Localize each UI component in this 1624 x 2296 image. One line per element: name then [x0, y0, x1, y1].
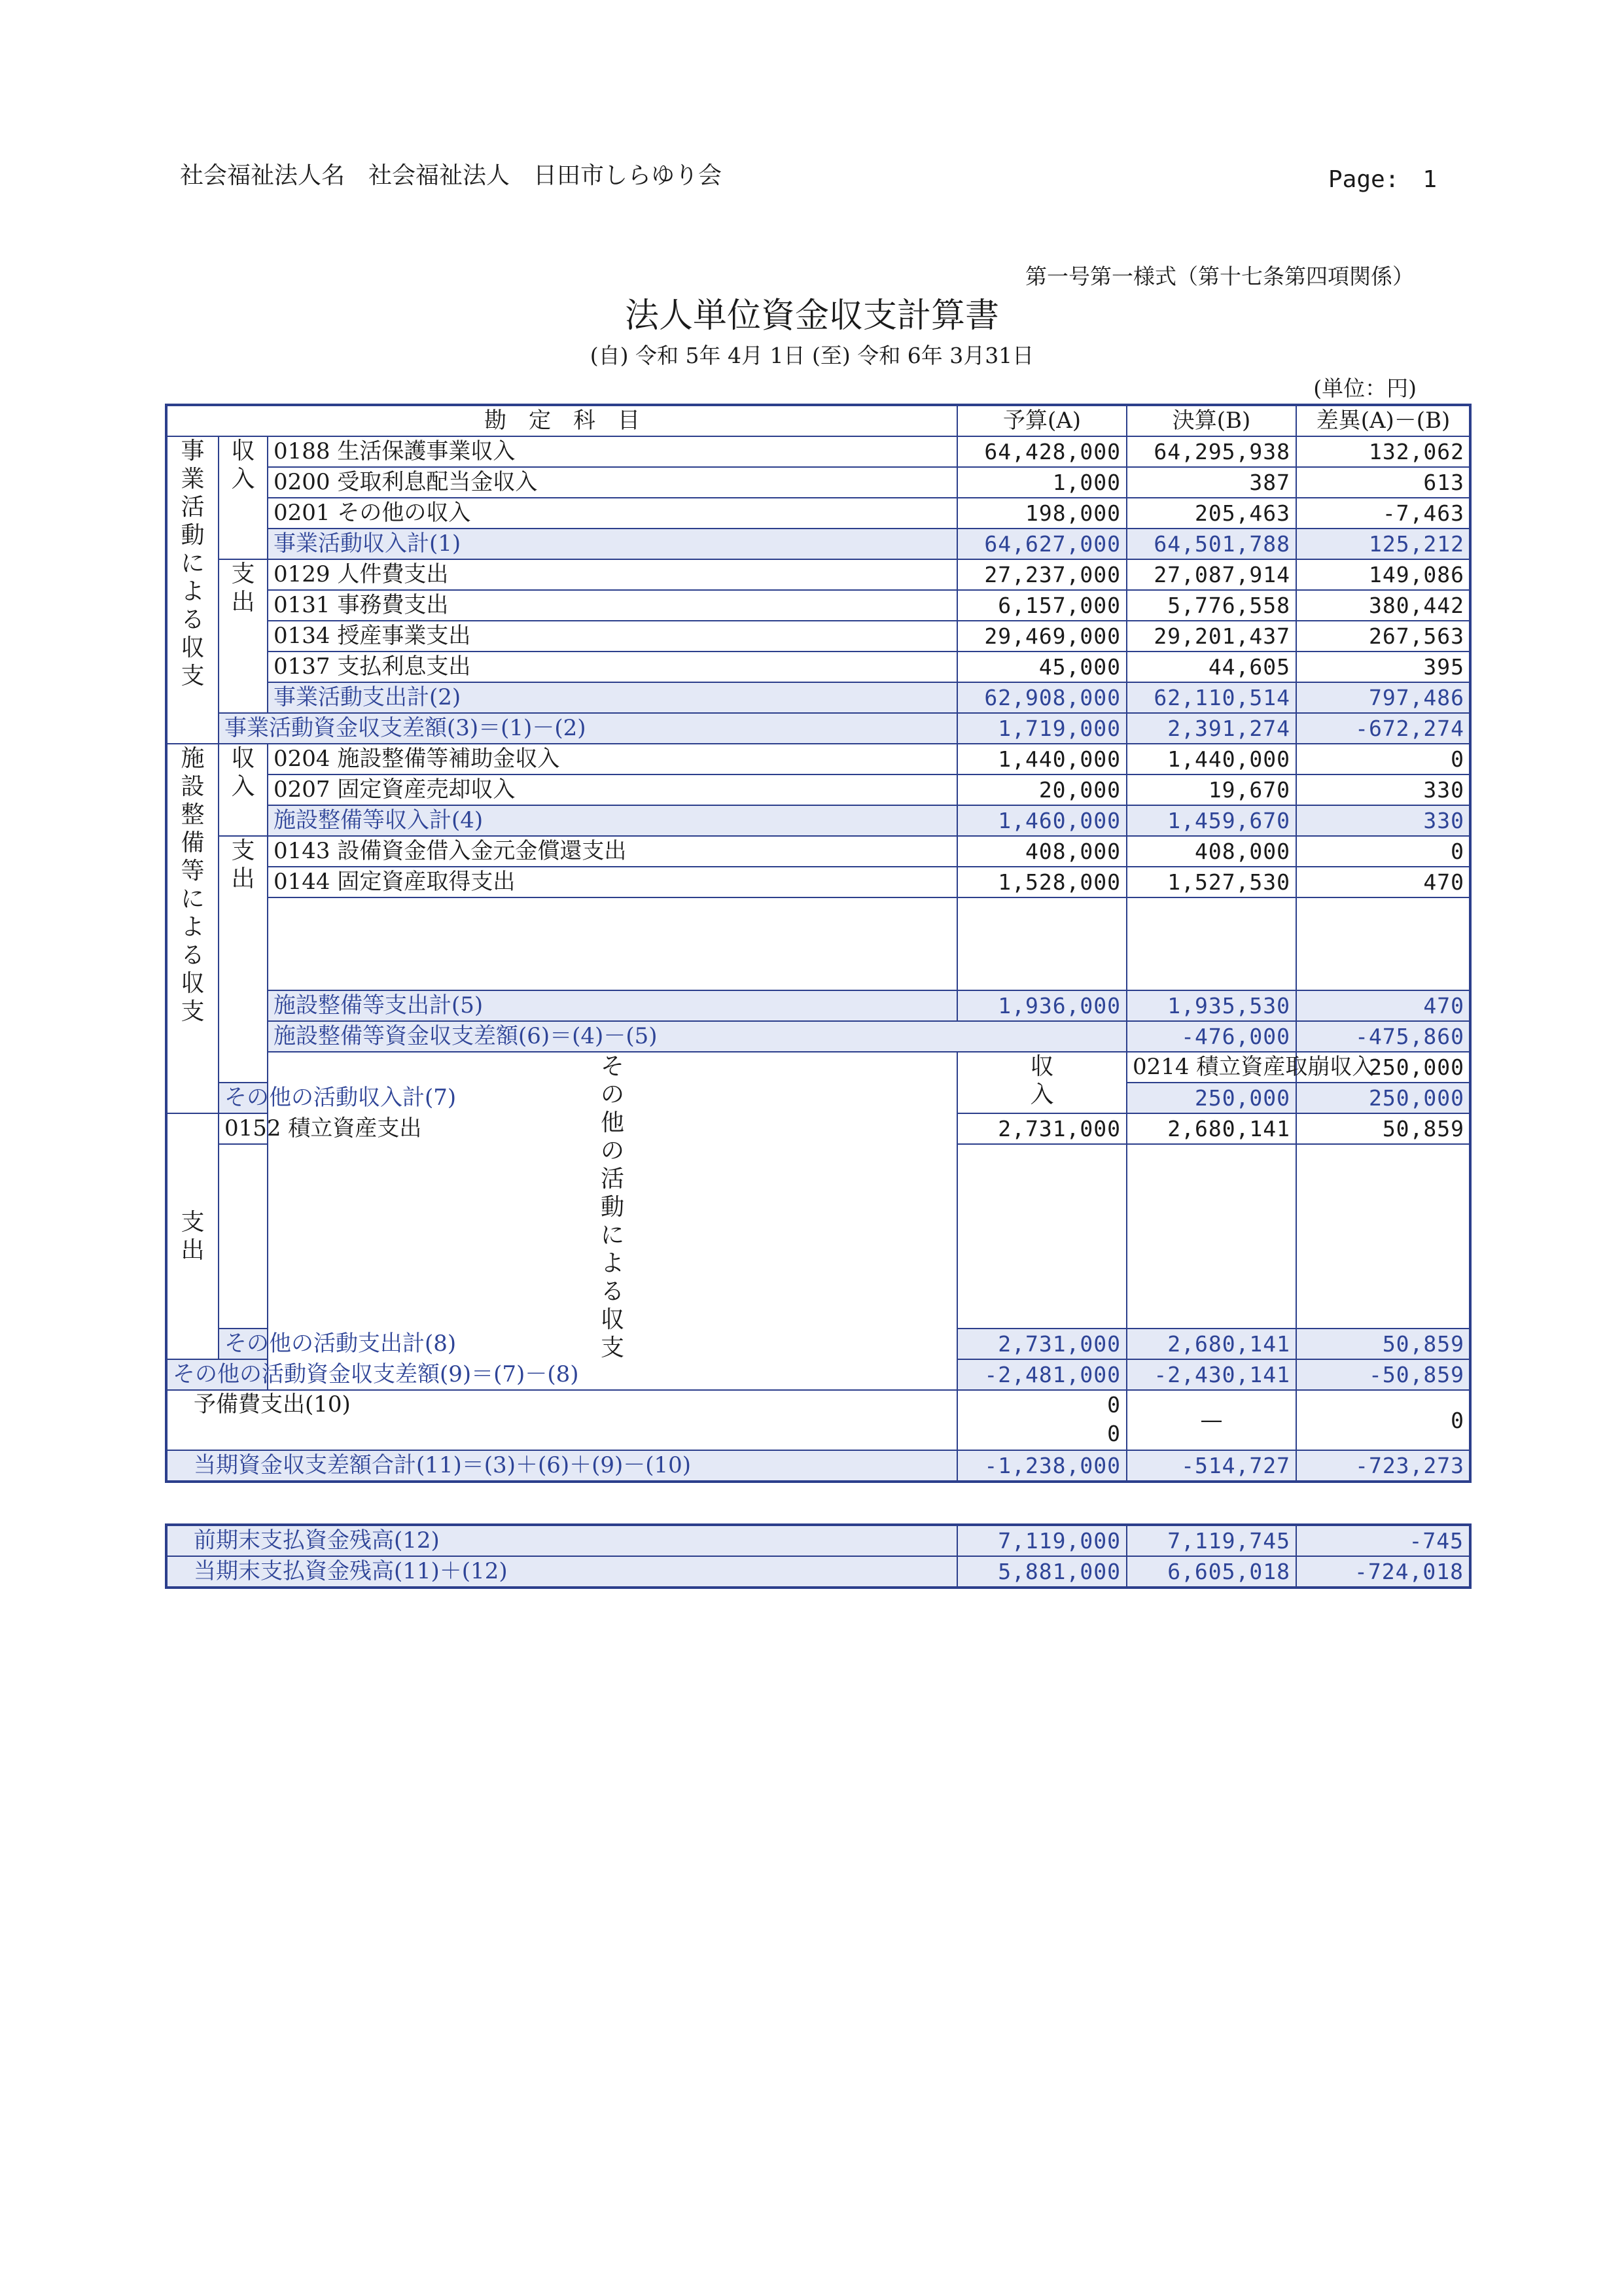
subtotal-budget: 64,627,000	[957, 529, 1127, 559]
balance-label: 施設整備等資金収支差額(6)＝(4)－(5)	[268, 1021, 1127, 1052]
row-item: 0134 授産事業支出	[268, 621, 957, 652]
balance-budget: 5,881,000	[957, 1556, 1127, 1588]
subtotal-label: 施設整備等収入計(4)	[268, 805, 957, 836]
balance-label: その他の活動資金収支差額(9)＝(7)－(8)	[166, 1359, 268, 1390]
vertical-char: 他	[601, 1109, 625, 1136]
total-budget: -1,238,000	[957, 1450, 1127, 1482]
row-diff: 0	[1296, 744, 1470, 774]
vertical-char: 動	[181, 522, 205, 549]
balance-label: 前期末支払資金残高(12)	[166, 1525, 957, 1556]
vertical-char: 動	[601, 1194, 625, 1221]
vertical-char: 等	[181, 858, 205, 884]
cash-balance-table	[165, 1523, 1472, 1589]
subtotal-diff: 330	[1296, 805, 1470, 836]
vertical-char: 出	[231, 865, 255, 892]
vertical-char: 収	[231, 745, 255, 772]
balance-label: 事業活動資金収支差額(3)＝(1)－(2)	[219, 713, 957, 744]
subtotal-diff: 797,486	[1296, 682, 1470, 713]
table-row	[166, 744, 1470, 774]
reserve-budget-1: 0	[1107, 1392, 1121, 1418]
row-actual: 1,527,530	[1127, 867, 1296, 897]
subtotal-budget: 1,460,000	[957, 805, 1127, 836]
vertical-char: 支	[231, 561, 255, 587]
table-row	[166, 652, 1470, 682]
table-row	[166, 621, 1470, 652]
balance-actual: 7,119,745	[1127, 1525, 1296, 1556]
row-diff: 267,563	[1296, 621, 1470, 652]
reserve-label: 予備費支出(10)	[166, 1390, 957, 1450]
row-item: 0214 積立資産取崩収入	[1127, 1052, 1296, 1083]
fiscal-period: (自) 令和 5年 4月 1日 (至) 令和 6年 3月31日	[590, 343, 1034, 368]
row-diff: -7,463	[1296, 498, 1470, 529]
vertical-char: る	[181, 942, 205, 969]
page-number: Page: 1	[1328, 166, 1438, 193]
subtotal-diff: 50,859	[1296, 1329, 1470, 1359]
balance-budget: -476,000	[1127, 1021, 1296, 1052]
row-diff: 50,859	[1296, 1113, 1470, 1144]
subtotal-actual: 64,501,788	[1127, 529, 1296, 559]
row-item: 0200 受取利息配当金収入	[268, 467, 957, 498]
vertical-char: 設	[181, 773, 205, 800]
row-actual: 29,201,437	[1127, 621, 1296, 652]
subtotal-budget: 250,000	[1127, 1083, 1296, 1113]
subtotal-label: 事業活動収入計(1)	[268, 529, 957, 559]
balance-actual: -475,860	[1296, 1021, 1470, 1052]
row-diff: 470	[1296, 867, 1470, 897]
blank-cell	[1296, 897, 1470, 990]
subtotal-budget: 62,908,000	[957, 682, 1127, 713]
row-actual: 205,463	[1127, 498, 1296, 529]
subtotal-label: 施設整備等支出計(5)	[268, 990, 957, 1021]
section1-income-label	[219, 436, 268, 559]
vertical-char: 支	[181, 663, 205, 689]
row-item: 0204 施設整備等補助金収入	[268, 744, 957, 774]
vertical-char: 業	[181, 466, 205, 493]
vertical-char: の	[601, 1138, 625, 1164]
vertical-char: る	[601, 1278, 625, 1305]
balance-row	[166, 1525, 1470, 1556]
section1-expense-label	[219, 559, 268, 713]
subtotal-row	[166, 990, 1470, 1021]
table-row	[166, 559, 1470, 590]
subtotal-label: その他の活動支出計(8)	[219, 1329, 268, 1359]
row-budget: 20,000	[957, 774, 1127, 805]
row-diff: 395	[1296, 652, 1470, 682]
subtotal-budget: 1,936,000	[957, 990, 1127, 1021]
row-actual: 1,440,000	[1127, 744, 1296, 774]
blank-cell	[219, 1144, 268, 1329]
row-budget: 6,157,000	[957, 590, 1127, 621]
table-row	[166, 836, 1470, 867]
table-row	[166, 867, 1470, 897]
row-budget: 29,469,000	[957, 621, 1127, 652]
table-row	[166, 436, 1470, 467]
balance-budget: 7,119,000	[957, 1525, 1127, 1556]
table-row	[166, 498, 1470, 529]
row-item: 0137 支払利息支出	[268, 652, 957, 682]
row-diff: 149,086	[1296, 559, 1470, 590]
form-reference: 第一号第一様式（第十七条第四項関係）	[1025, 264, 1414, 289]
table-header-row	[166, 405, 1470, 436]
row-budget: 2,731,000	[957, 1113, 1127, 1144]
document-title: 法人単位資金収支計算書	[624, 296, 999, 336]
row-budget: 1,000	[957, 467, 1127, 498]
vertical-char: 支	[181, 998, 205, 1025]
row-item: 0131 事務費支出	[268, 590, 957, 621]
section3-expense-label	[166, 1113, 219, 1359]
header-budget: 予算(A)	[957, 405, 1127, 436]
vertical-char: 出	[181, 1237, 205, 1264]
vertical-char: 収	[231, 438, 255, 464]
vertical-char: 事	[181, 438, 205, 464]
blank-cell	[1296, 1144, 1470, 1329]
vertical-char: 施	[181, 745, 205, 772]
vertical-char: 収	[601, 1306, 625, 1333]
blank-cell	[957, 897, 1127, 990]
balance-diff: -50,859	[1296, 1359, 1470, 1390]
row-actual: 408,000	[1127, 836, 1296, 867]
vertical-char: 整	[181, 801, 205, 828]
subtotal-row	[166, 682, 1470, 713]
subtotal-actual: 1,459,670	[1127, 805, 1296, 836]
subtotal-actual: 250,000	[1296, 1083, 1470, 1113]
vertical-char: 入	[231, 773, 255, 800]
vertical-char: に	[181, 550, 205, 577]
row-actual: 19,670	[1127, 774, 1296, 805]
subtotal-actual: 2,680,141	[1127, 1329, 1296, 1359]
row-diff: 132,062	[1296, 436, 1470, 467]
row-item: 0129 人件費支出	[268, 559, 957, 590]
row-actual: 5,776,558	[1127, 590, 1296, 621]
table-row	[166, 1052, 1470, 1083]
vertical-char: る	[181, 606, 205, 633]
subtotal-label: その他の活動収入計(7)	[219, 1083, 268, 1113]
table-row	[166, 467, 1470, 498]
row-item: 0188 生活保護事業収入	[268, 436, 957, 467]
reserve-row	[166, 1390, 1470, 1450]
vertical-char: よ	[181, 914, 205, 941]
subtotal-diff: 125,212	[1296, 529, 1470, 559]
section3-income-label	[957, 1052, 1127, 1113]
table-row	[166, 774, 1470, 805]
total-diff: -723,273	[1296, 1450, 1470, 1482]
balance-row	[166, 1021, 1470, 1052]
table-row	[166, 590, 1470, 621]
vertical-char: 収	[1030, 1053, 1054, 1080]
vertical-char: に	[601, 1222, 625, 1249]
vertical-char: 支	[181, 1209, 205, 1236]
vertical-char: の	[601, 1081, 625, 1108]
total-actual: -514,727	[1127, 1450, 1296, 1482]
subtotal-actual: 62,110,514	[1127, 682, 1296, 713]
subtotal-budget: 2,731,000	[957, 1329, 1127, 1359]
row-item: 0152 積立資産支出	[219, 1113, 268, 1144]
vertical-char: 活	[181, 494, 205, 521]
unit-label: (単位：円)	[1313, 375, 1417, 401]
subtotal-label: 事業活動支出計(2)	[268, 682, 957, 713]
header-subject: 勘 定 科 目	[166, 405, 957, 436]
vertical-char: 収	[181, 635, 205, 661]
balance-diff: -672,274	[1296, 713, 1470, 744]
row-diff: 0	[1296, 836, 1470, 867]
row-actual: 387	[1127, 467, 1296, 498]
vertical-char: 支	[601, 1334, 625, 1361]
header-diff: 差異(A)－(B)	[1296, 405, 1470, 436]
section2-income-label	[219, 744, 268, 836]
section2-label	[166, 744, 219, 1113]
subtotal-row	[166, 805, 1470, 836]
balance-actual: 6,605,018	[1127, 1556, 1296, 1588]
subtotal-row	[166, 529, 1470, 559]
row-budget: 198,000	[957, 498, 1127, 529]
balance-budget: -2,481,000	[957, 1359, 1127, 1390]
subtotal-actual: 1,935,530	[1127, 990, 1296, 1021]
total-label: 当期資金収支差額合計(11)＝(3)＋(6)＋(9)－(10)	[166, 1450, 957, 1482]
cash-flow-table	[165, 404, 1472, 1483]
blank-cell	[268, 897, 957, 990]
balance-actual: 2,391,274	[1127, 713, 1296, 744]
balance-label: 当期末支払資金残高(11)＋(12)	[166, 1556, 957, 1588]
vertical-char: 入	[1030, 1081, 1054, 1108]
balance-row	[166, 713, 1470, 744]
balance-row	[166, 1556, 1470, 1588]
row-actual: 64,295,938	[1127, 436, 1296, 467]
row-item: 0144 固定資産取得支出	[268, 867, 957, 897]
row-actual: 2,680,141	[1127, 1113, 1296, 1144]
row-actual: 27,087,914	[1127, 559, 1296, 590]
row-item: 0143 設備資金借入金元金償還支出	[268, 836, 957, 867]
blank-cell	[1127, 1144, 1296, 1329]
row-budget: 27,237,000	[957, 559, 1127, 590]
section1-label	[166, 436, 219, 744]
balance-diff: -745	[1296, 1525, 1470, 1556]
row-diff: 380,442	[1296, 590, 1470, 621]
vertical-char: 備	[181, 829, 205, 856]
row-budget: 1,440,000	[957, 744, 1127, 774]
vertical-char: に	[181, 886, 205, 913]
balance-actual: -2,430,141	[1127, 1359, 1296, 1390]
row-budget: 45,000	[957, 652, 1127, 682]
total-row	[166, 1450, 1470, 1482]
reserve-actual: —	[1127, 1390, 1296, 1450]
vertical-char: そ	[601, 1053, 625, 1080]
row-actual: 44,605	[1127, 652, 1296, 682]
row-diff: 613	[1296, 467, 1470, 498]
header-actual: 決算(B)	[1127, 405, 1296, 436]
reserve-diff: 0	[1296, 1390, 1470, 1450]
blank-cell	[1127, 897, 1296, 990]
row-budget: 408,000	[957, 836, 1127, 867]
row-budget: 250,000	[1296, 1052, 1470, 1083]
vertical-char: 入	[231, 466, 255, 493]
row-item: 0201 その他の収入	[268, 498, 957, 529]
row-budget: 1,528,000	[957, 867, 1127, 897]
reserve-budget	[957, 1390, 1127, 1450]
section2-expense-label	[219, 836, 268, 1083]
subtotal-diff: 470	[1296, 990, 1470, 1021]
vertical-char: 収	[181, 970, 205, 997]
balance-diff: -724,018	[1296, 1556, 1470, 1588]
vertical-char: よ	[181, 578, 205, 605]
organization-name: 社会福祉法人名 社会福祉法人 日田市しらゆり会	[180, 162, 722, 189]
blank-row	[166, 897, 1470, 990]
row-diff: 330	[1296, 774, 1470, 805]
balance-budget: 1,719,000	[957, 713, 1127, 744]
vertical-char: 出	[231, 589, 255, 616]
vertical-char: 支	[231, 837, 255, 864]
row-item: 0207 固定資産売却収入	[268, 774, 957, 805]
row-budget: 64,428,000	[957, 436, 1127, 467]
reserve-budget-2: 0	[1107, 1421, 1121, 1446]
vertical-char: 活	[601, 1166, 625, 1192]
vertical-char: よ	[601, 1250, 625, 1277]
blank-cell	[957, 1144, 1127, 1329]
